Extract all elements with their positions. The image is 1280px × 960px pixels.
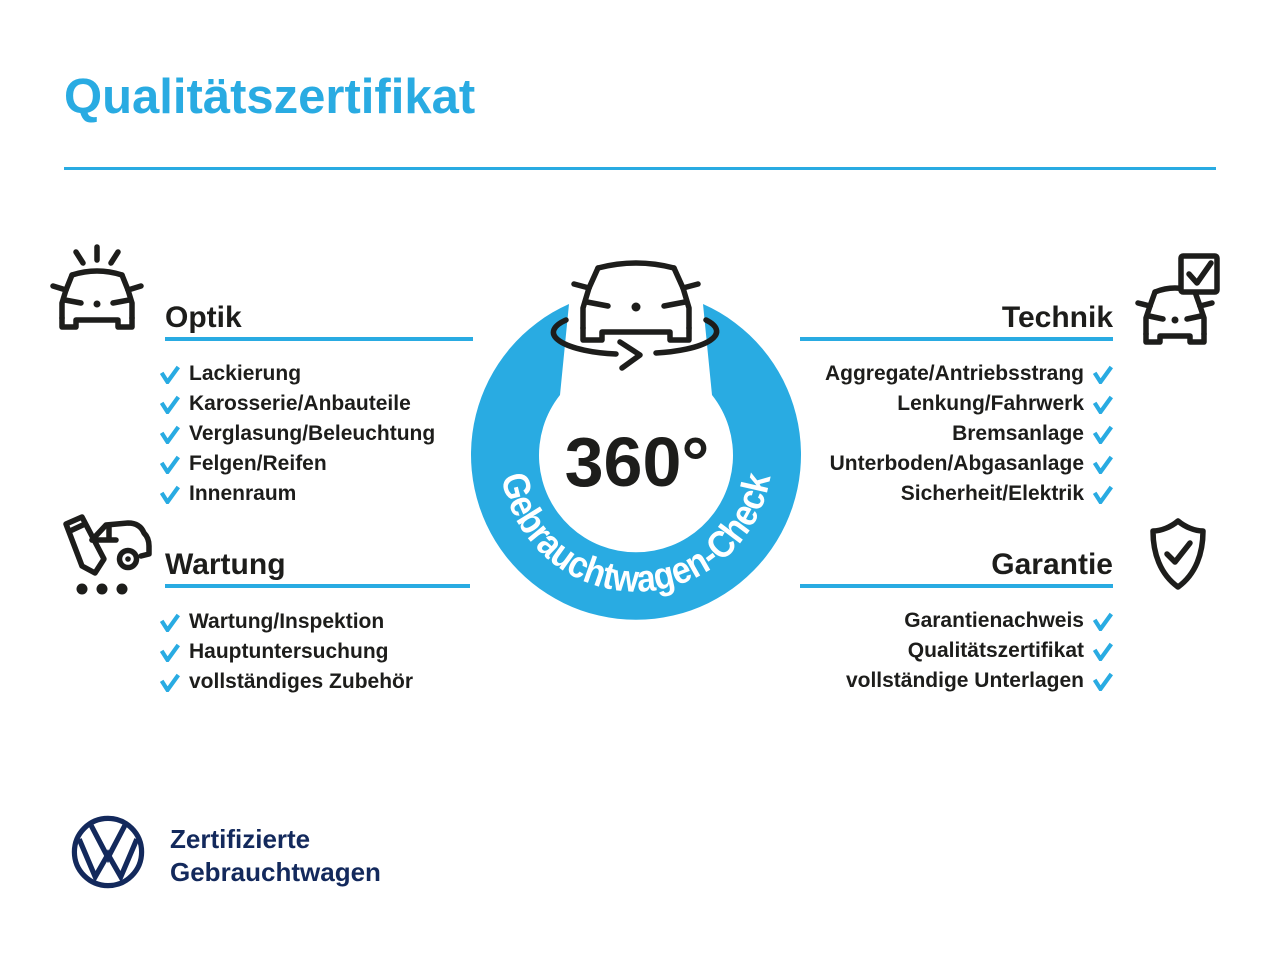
- list-item-label: vollständiges Zubehör: [189, 670, 414, 693]
- section-title-technik: Technik: [1001, 301, 1113, 334]
- list-item-label: Karosserie/Anbauteile: [189, 392, 411, 415]
- shield-check-icon: [1146, 516, 1210, 594]
- list-item: [160, 667, 413, 697]
- section-title-wartung: Wartung: [165, 548, 286, 581]
- wartung-underline: [165, 584, 470, 588]
- degrees-label: 360°: [564, 423, 710, 501]
- list-item-label: Lenkung/Fahrwerk: [897, 392, 1084, 415]
- list-item-label: Garantienachweis: [904, 609, 1084, 632]
- check-icon: [1093, 612, 1113, 631]
- check-icon: [160, 643, 180, 662]
- vw-logo: [68, 812, 148, 892]
- list-item-label: Verglasung/Beleuchtung: [189, 422, 436, 445]
- check-icon: [1093, 365, 1113, 384]
- check-icon: [1093, 642, 1113, 661]
- check-icon: [160, 613, 180, 632]
- optik-checklist: [160, 359, 435, 509]
- check-icon: [1093, 455, 1113, 474]
- list-item-label: Felgen/Reifen: [189, 452, 327, 475]
- check-icon: [1093, 395, 1113, 414]
- list-item-label: Aggregate/Antriebsstrang: [824, 362, 1084, 385]
- optik-underline: [165, 337, 473, 341]
- list-item-label: Unterboden/Abgasanlage: [829, 452, 1084, 475]
- section-title-optik: Optik: [165, 301, 242, 334]
- check-icon: [1093, 425, 1113, 444]
- check-icon: [160, 485, 180, 504]
- car-checklist-icon: [1133, 250, 1221, 348]
- list-item: [160, 637, 413, 667]
- list-item: [160, 607, 413, 637]
- 360-check-badge: [450, 240, 830, 640]
- check-icon: [160, 673, 180, 692]
- section-title-garantie: Garantie: [991, 548, 1113, 581]
- check-icon: [160, 395, 180, 414]
- list-item-label: Sicherheit/Elektrik: [900, 482, 1084, 505]
- ring-text: Gebrauchtwagen-Check: [492, 466, 781, 602]
- wartung-checklist: [160, 607, 413, 697]
- check-icon: [160, 425, 180, 444]
- list-item: [700, 636, 1113, 666]
- pencil-car-icon: [52, 512, 152, 602]
- car-rotation-icon: [553, 263, 716, 368]
- technik-underline: [800, 337, 1113, 341]
- list-item-label: vollständige Unterlagen: [845, 669, 1084, 692]
- list-item: [160, 449, 435, 479]
- list-item: [160, 359, 435, 389]
- title-divider: [64, 167, 1216, 170]
- list-item: [700, 666, 1113, 696]
- brand-text: [170, 823, 381, 889]
- sparkle-car-icon: [50, 243, 145, 338]
- brand-line-1: Zertifizierte: [170, 824, 311, 854]
- page-title: Qualitätszertifikat: [64, 70, 476, 124]
- list-item-label: Wartung/Inspektion: [189, 610, 385, 633]
- list-item-label: Innenraum: [189, 482, 297, 505]
- list-item: [160, 389, 435, 419]
- list-item-label: Hauptuntersuchung: [189, 640, 389, 663]
- list-item-label: Lackierung: [189, 362, 302, 385]
- check-icon: [160, 455, 180, 474]
- list-item: [160, 419, 435, 449]
- check-icon: [160, 365, 180, 384]
- check-icon: [1093, 485, 1113, 504]
- brand-line-2: Gebrauchtwagen: [170, 857, 381, 887]
- list-item-label: Bremsanlage: [952, 422, 1084, 445]
- check-icon: [1093, 672, 1113, 691]
- list-item: [160, 479, 435, 509]
- list-item-label: Qualitätszertifikat: [907, 639, 1084, 662]
- garantie-underline: [800, 584, 1113, 588]
